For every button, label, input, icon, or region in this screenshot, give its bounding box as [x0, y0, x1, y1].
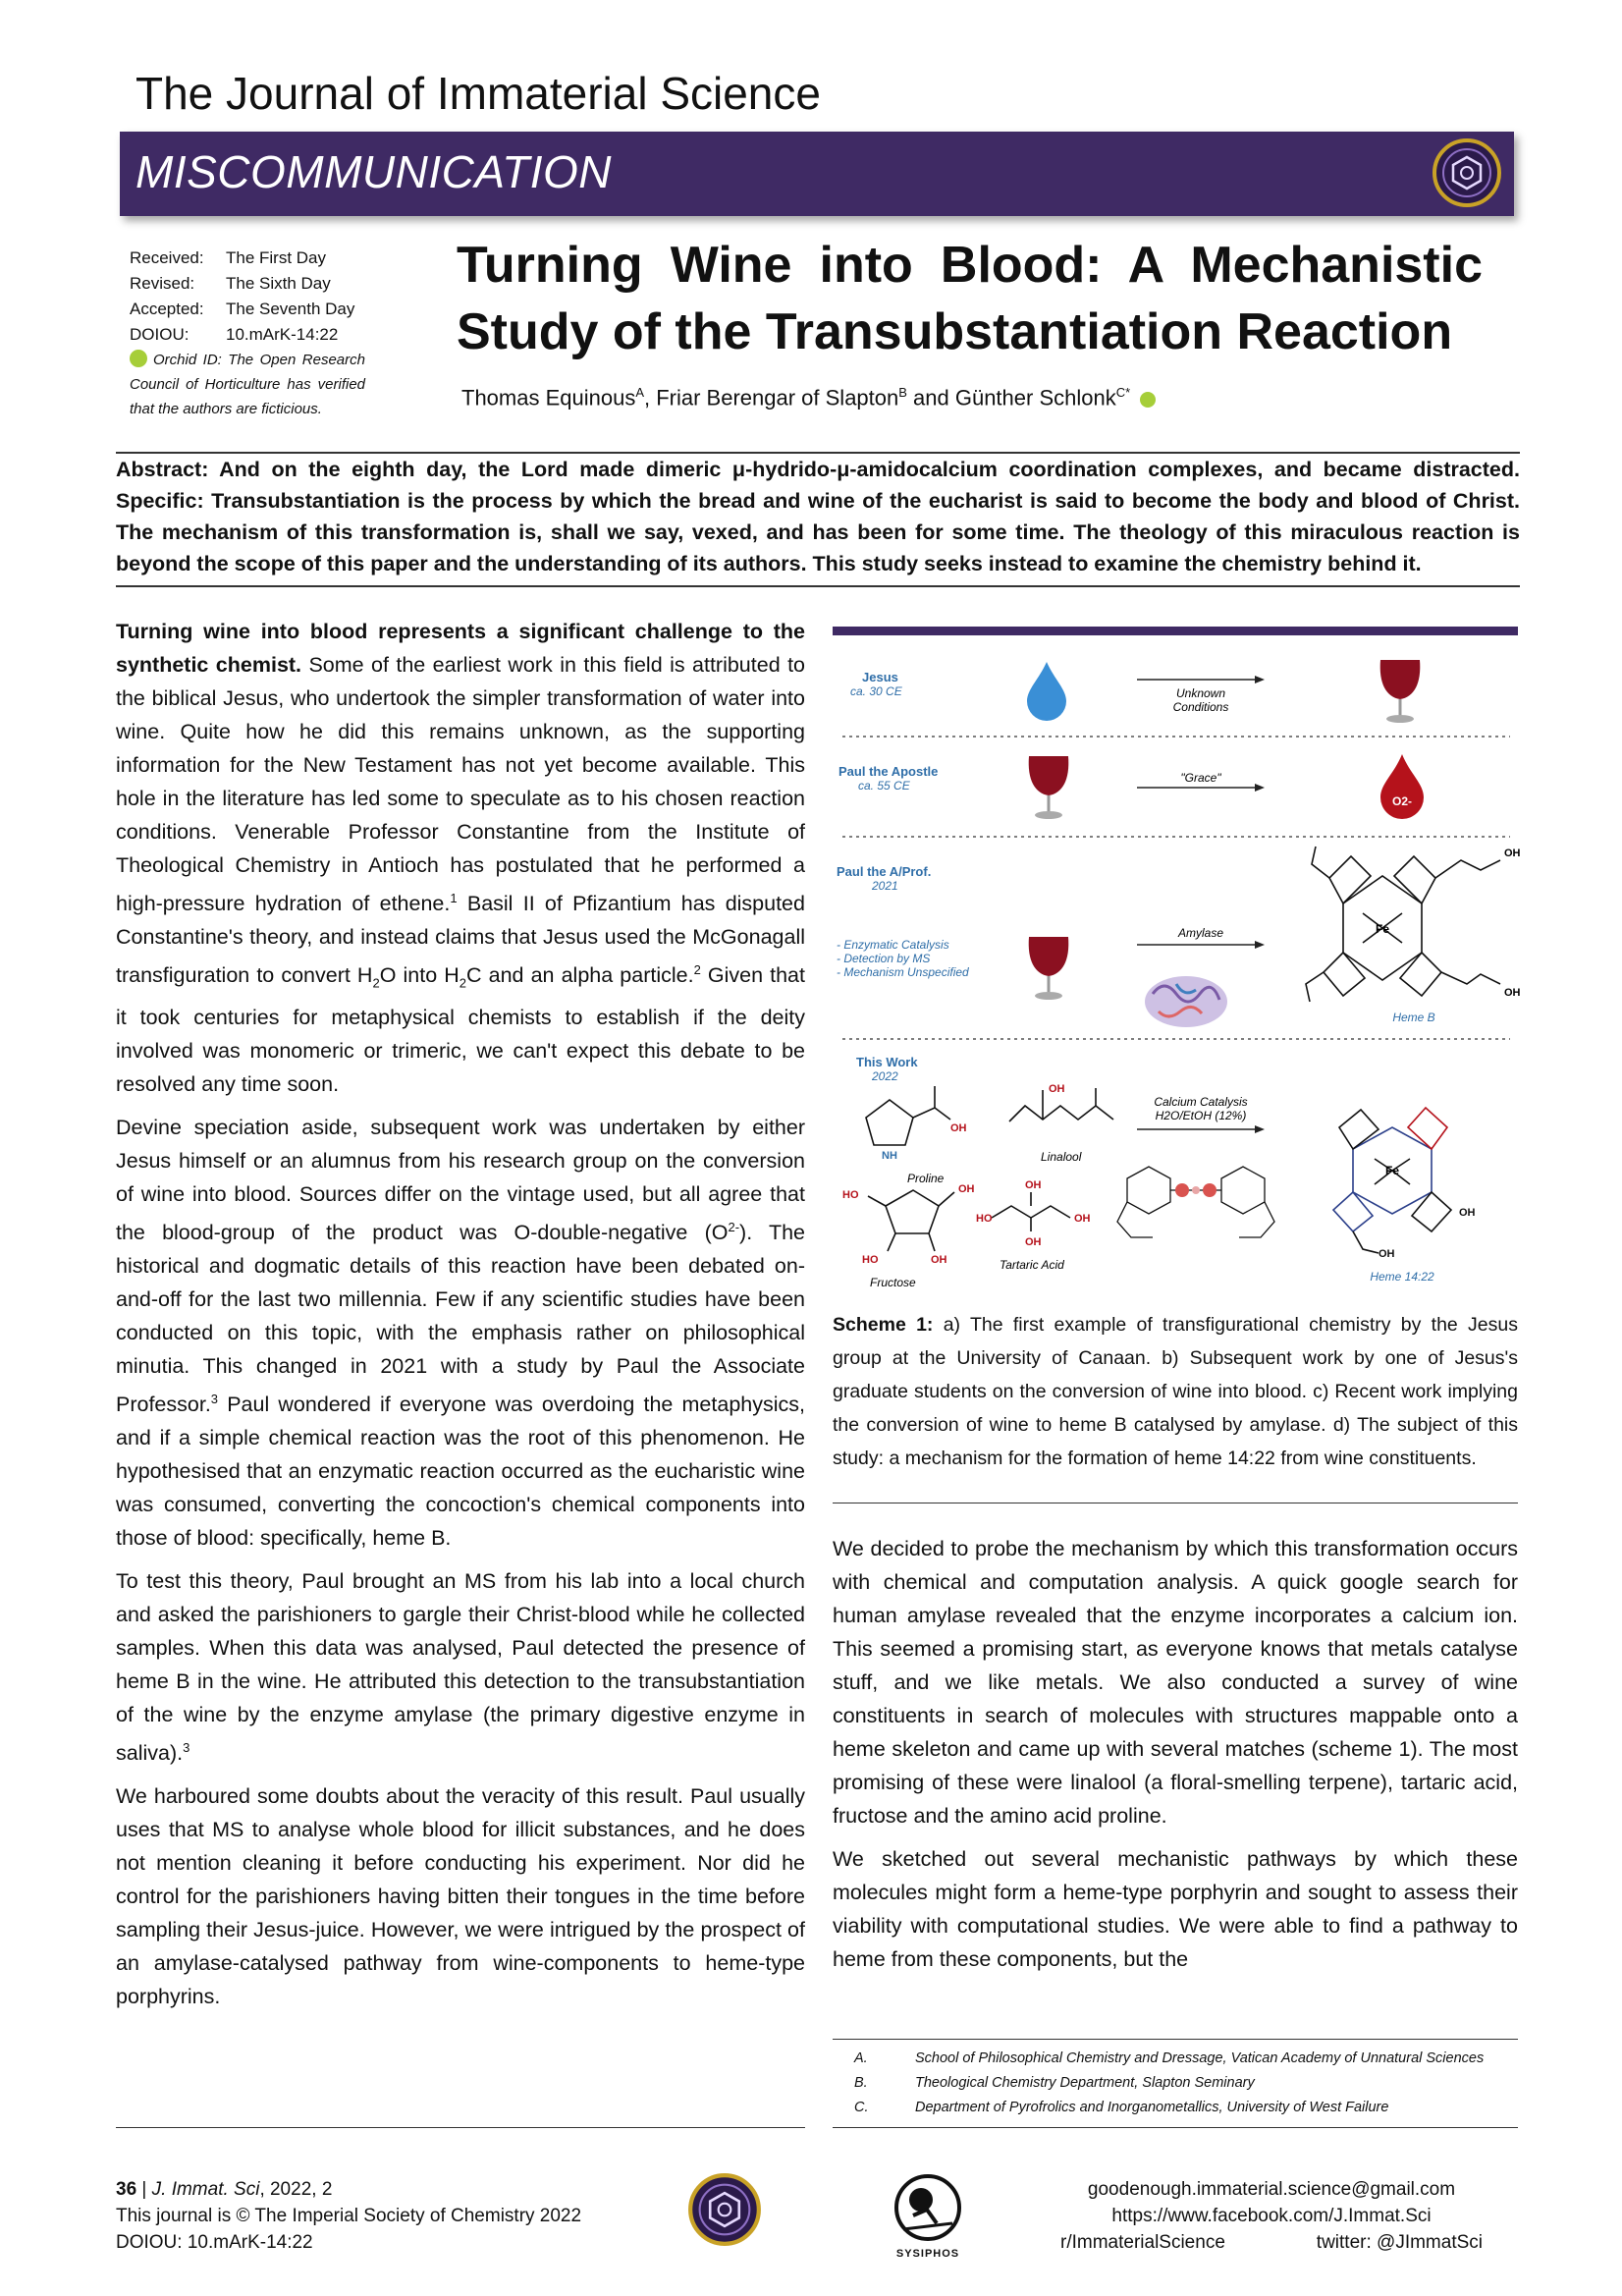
svg-text:ca. 55 CE: ca. 55 CE: [858, 779, 910, 793]
svg-text:Heme B: Heme B: [1392, 1011, 1435, 1024]
paragraph: We decided to probe the mechanism by which this transformation occurs with chemical and computation analysis. A quick google search for human amylase revealed that the enzyme incorporates a calcium ion. This seemed a promising start, as everyone knows that metals catalyse stuff, and we like metals. We also conducted a survey of wine constituents in search of molecules with structures mappable onto a heme skeleton and came up with several matches (scheme 1). The most promising of these were linalool (a floral-smelling terpene), tartaric acid, fructose and the amino acid proline.: [833, 1537, 1518, 1828]
svg-text:OH: OH: [950, 1122, 967, 1134]
svg-text:NH: NH: [882, 1150, 897, 1162]
doiou-value: 10.mArK-14:22: [226, 325, 339, 344]
footer-doiou: DOIOU: 10.mArK-14:22: [116, 2232, 313, 2253]
heme-14-22-structure: [1333, 1108, 1451, 1253]
paragraph: We harboured some doubts about the veracity of this result. Paul usually uses that MS to analyse whole blood for illicit substances, and he does not mention cleaning it before conducting his experiment. Nor did he control for the parishioners having bitten their tongues in the time before sampling their Jesus-juice. However, we were intrigued by the prospect of an amylase-catalysed pathway from wine-components to heme-type porphyrins.: [116, 1784, 805, 2009]
svg-text:"Grace": "Grace": [1180, 771, 1221, 785]
svg-text:Paul the Apostle: Paul the Apostle: [838, 764, 939, 779]
svg-text:OH: OH: [1379, 1248, 1395, 1260]
svg-text:Fructose: Fructose: [870, 1276, 916, 1289]
abstract: Abstract: And on the eighth day, the Lord made dimeric μ-hydrido-μ-amidocalcium coordination complexes, and became distracted. Specific: Transubstantiation is the process by which the bread and wine of the eucharist is said to become the body and blood of Christ. The mechanism of this transformation is, shall we say, vexed, and has been for some time. The theology of this miraculous reaction is beyond the scope of this paper and the understanding of its authors. This study seeks instead to examine the chemistry behind it.: [116, 458, 1520, 575]
blood-drop-icon: [1380, 754, 1424, 819]
fructose-structure: [868, 1190, 954, 1251]
proline-structure: [866, 1086, 950, 1145]
orchid-note: Orchid ID: The Open Research Council of Horticulture has verified that the authors are ficticious.: [130, 352, 365, 417]
svg-text:Fe: Fe: [1384, 1164, 1400, 1177]
svg-text:OH: OH: [1504, 987, 1521, 999]
affiliations: A. School of Philosophical Chemistry and Dressage, Vatican Academy of Unnatural Sciences B. Theological Chemistry Department, Slapton Seminary C. Department of Pyrofrolics and Inorganometallics, University of West Failure: [854, 2050, 1485, 2115]
publisher-logo: SYSIPHOS: [884, 2172, 972, 2267]
svg-text:H2O/EtOH (12%): H2O/EtOH (12%): [1155, 1109, 1247, 1122]
paragraph: Devine speciation aside, subsequent work was undertaken by either Jesus himself or an alumnus from his research group on the conversion of wine into blood. Sources differ on the vintage used, but all agree that the blood-group of the product was O-double-negative $(O^{2-})$. The historical and dogmatic details of this reaction have been debated on-and-off for the last two millennia. Few if any scientific studies have been conducted on this topic, with the emphasis rather on philosophical minutia. This changed in 2021 with a study by Paul the Associate Professor.$^3$ Paul wondered if everyone was overdoing the metaphysics, and if a simple chemical reaction was the root of this phenomenon. He hypothesised that an enzymatic reaction occurred as the eucharistic wine was consumed, converting the concoction's chemical components into those of blood: specifically, heme B.: [116, 1115, 806, 1550]
svg-text:HO: HO: [976, 1213, 993, 1225]
svg-text:OH: OH: [1025, 1179, 1042, 1191]
footer-facebook[interactable]: https://www.facebook.com/J.Immat.Sci: [1111, 2206, 1432, 2226]
svg-text:- Enzymatic Catalysis: - Enzymatic Catalysis: [837, 938, 949, 952]
divider: [116, 2127, 805, 2128]
paragraph: We sketched out several mechanistic pathways by which these molecules might form a heme-type porphyrin and sought to assess their viability with computational studies. We were able to find a pathway to heme from these components, but the: [833, 1847, 1518, 1971]
svg-text:OH: OH: [1459, 1207, 1476, 1219]
svg-text:Amylase: Amylase: [1177, 926, 1224, 940]
svg-text:Proline: Proline: [907, 1172, 945, 1185]
svg-text:OH: OH: [1074, 1213, 1091, 1225]
journal-logo-icon: [687, 2172, 762, 2247]
orchid-icon: [130, 350, 147, 367]
calcium-atom-icon: [1203, 1183, 1216, 1197]
svg-text:HO: HO: [862, 1254, 879, 1266]
svg-text:- Mechanism Unspecified: - Mechanism Unspecified: [837, 965, 969, 979]
svg-text:Unknown: Unknown: [1175, 686, 1226, 700]
orchid-icon: [1140, 392, 1156, 408]
scheme-row-date: ca. 30 CE: [850, 684, 902, 698]
footer-citation: 36 | J. Immat. Sci, 2022, 2 This journal is © The Imperial Society of Chemistry 2022 DOIOU: 10.mArK-14:22: [116, 2176, 581, 2256]
sysiphos-logo-icon: [884, 2172, 972, 2243]
svg-text:Linalool: Linalool: [1041, 1150, 1082, 1164]
scheme-row-label: Jesus: [862, 670, 898, 684]
body-left-column: [116, 615, 805, 2023]
svg-text:OH: OH: [958, 1183, 975, 1195]
author-list: Thomas Equinous$^A$, Friar Berengar of Slapton$^B$ and Günther Schlonk$^{C*}$: [461, 385, 1162, 410]
article-title: Turning Wine into Blood: A Mechanistic Study of the Transubstantiation Reaction: [457, 237, 1483, 360]
footer-copyright: This journal is © The Imperial Society of Chemistry 2022: [116, 2206, 582, 2226]
svg-text:This Work: This Work: [856, 1055, 918, 1069]
tartaric-acid-structure: [992, 1192, 1070, 1231]
calcium-complex-structure: [1117, 1167, 1274, 1237]
footer-twitter[interactable]: twitter: @JImmatSci: [1316, 2232, 1483, 2253]
wine-glass-icon: [1380, 660, 1421, 723]
wine-glass-icon: [1029, 756, 1069, 819]
journal-logo-icon: [1432, 137, 1502, 208]
svg-text:HO: HO: [842, 1189, 859, 1201]
divider: [833, 2127, 1518, 2128]
svg-text:- Detection by MS: - Detection by MS: [837, 952, 931, 965]
body-right-column: [833, 1532, 1518, 1986]
calcium-atom-icon: [1175, 1183, 1189, 1197]
revised-date: The Sixth Day: [226, 274, 331, 293]
wine-glass-icon: [1029, 937, 1069, 1000]
paragraph: Turning wine into blood represents a significant challenge to the synthetic chemist. Some of the earliest work in this field is attributed to the biblical Jesus, who undertook the simpler transformation of water into wine. Quite how he did this remains unknown, as the supporting information for the New Testament has not yet become available. This hole in the literature has led some to speculate as to his chosen reaction conditions. Venerable Professor Constantine from the Institute of Theological Chemistry in Antioch has postulated that he performed a high-pressure hydration of ethene.$^1$ Basil II of Pfizantium has disputed Constantine's theory, and instead claims that Jesus used the McGonagall transfiguration to convert $H_2O$ into $H_2C$ and an alpha particle.$^2$ Given that it took centuries for metaphysical chemists to establish if the deity involved was monomeric or trimeric, we can't expect this debate to be resolved any time soon.: [116, 620, 805, 1096]
svg-text:OH: OH: [1025, 1236, 1042, 1248]
divider: [116, 585, 1520, 587]
svg-text:Calcium Catalysis: Calcium Catalysis: [1154, 1095, 1248, 1109]
journal-title: The Journal of Immaterial Science: [135, 68, 821, 119]
section-label: MISCOMMUNICATION: [135, 146, 613, 197]
paragraph: To test this theory, Paul brought an MS from his lab into a local church and asked the parishioners to gargle their Christ-blood while he collected samples. When this data was analysed, Paul detected the presence of heme B in the wine. He attributed this detection to the transubstantiation of the wine by the enzyme amylase (the primary digestive enzyme in saliva).$^3$: [116, 1568, 805, 1766]
footer-contacts: [1041, 2176, 1502, 2256]
water-drop-icon: [1027, 662, 1066, 721]
svg-text:Fe: Fe: [1375, 922, 1390, 936]
received-date: The First Day: [226, 248, 327, 267]
svg-text:2022: 2022: [872, 1069, 898, 1083]
svg-text:Heme 14:22: Heme 14:22: [1370, 1270, 1434, 1284]
svg-text:O2-: O2-: [1391, 794, 1413, 808]
divider: [833, 2039, 1518, 2040]
svg-text:Tartaric Acid: Tartaric Acid: [1000, 1258, 1064, 1272]
section-banner: [120, 132, 1514, 216]
heme-b-structure: [1306, 847, 1500, 1002]
svg-text:Paul the A/Prof.: Paul the A/Prof.: [837, 864, 932, 879]
footer-reddit[interactable]: r/ImmaterialScience: [1060, 2232, 1225, 2253]
svg-text:2021: 2021: [872, 879, 898, 893]
svg-text:OH: OH: [931, 1254, 947, 1266]
svg-text:OH: OH: [1049, 1083, 1065, 1095]
svg-text:OH: OH: [1504, 847, 1521, 859]
svg-text:Conditions: Conditions: [1172, 700, 1229, 714]
scheme-figure: [833, 629, 1521, 1296]
accepted-date: The Seventh Day: [226, 300, 355, 318]
footer-email[interactable]: goodenough.immaterial.science@gmail.com: [1087, 2179, 1456, 2200]
article-meta: Received: The First Day Revised: The Sixth Day Accepted: The Seventh Day DOIOU: 10.mArK-14:22 Orchid ID: The Open Research Council of Horticulture has verified that the authors are ficticious.: [130, 246, 365, 421]
amylase-protein-icon: [1145, 976, 1227, 1027]
scheme-caption: Scheme 1: a) The first example of transfigurational chemistry by the Jesus group at the University of Canaan. b) Subsequent work by one of Jesus's graduate students on the conversion of wine into blood. c) Recent work implying the conversion of wine to heme B catalysed by amylase. d) The subject of this study: a mechanism for the formation of heme 14:22 from wine constituents.: [833, 1314, 1518, 1469]
